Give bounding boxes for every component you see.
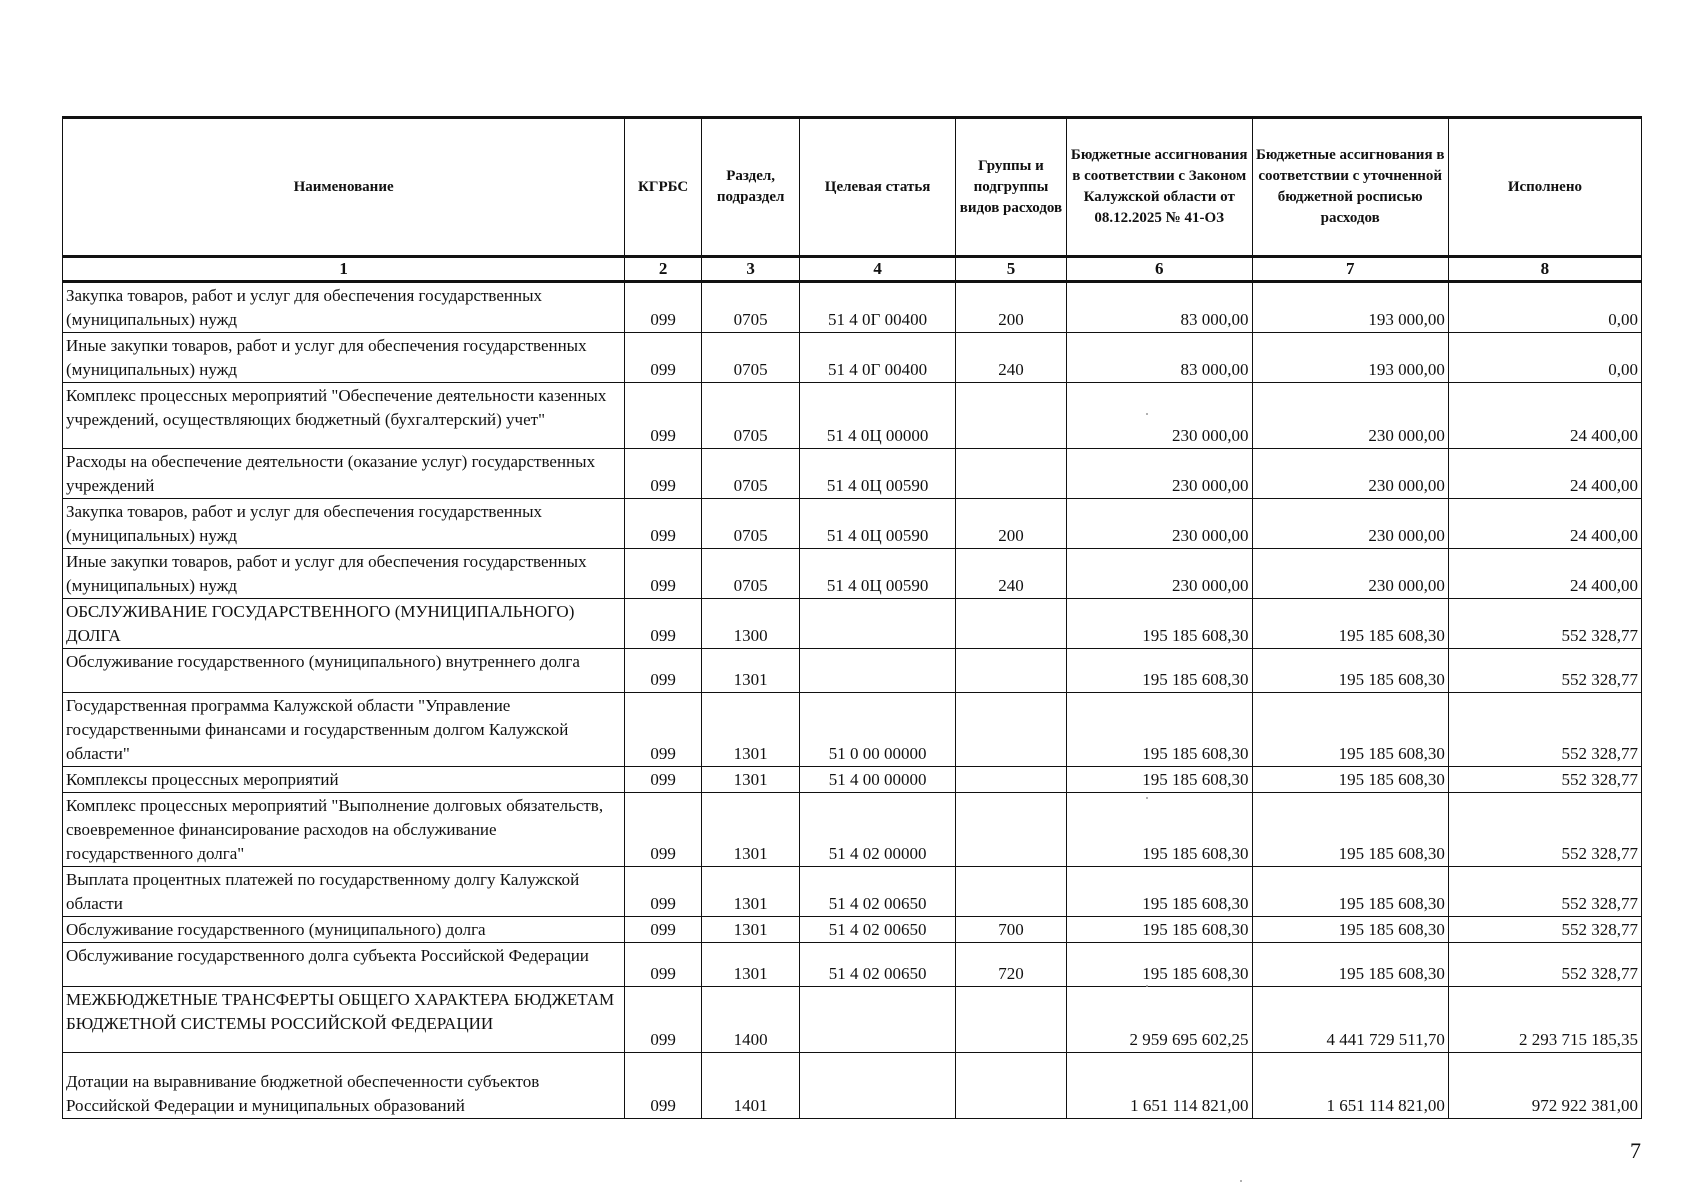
row-kgrbs: 099 xyxy=(625,987,702,1053)
row-kgrbs: 099 xyxy=(625,499,702,549)
row-name: Комплекс процессных мероприятий "Обеспечение деятельности казенных учреждений, осуществляющих бюджетный (бухгалтерский) учет" xyxy=(63,383,625,449)
row-kgrbs: 099 xyxy=(625,549,702,599)
row-kgrbs: 099 xyxy=(625,599,702,649)
scan-speck xyxy=(1240,1180,1242,1182)
row-section: 1301 xyxy=(702,693,800,767)
row-name: Закупка товаров, работ и услуг для обеспечения государственных (муниципальных) нужд xyxy=(63,282,625,333)
row-section: 0705 xyxy=(702,449,800,499)
header-name: Наименование xyxy=(63,118,625,257)
column-number: 4 xyxy=(800,257,956,282)
table-row xyxy=(63,282,1642,333)
row-section: 0705 xyxy=(702,282,800,333)
column-number: 1 xyxy=(63,257,625,282)
row-name: Иные закупки товаров, работ и услуг для обеспечения государственных (муниципальных) нужд xyxy=(63,333,625,383)
header-law-allocation: Бюджетные ассигнования в соответствии с Законом Калужской области от 08.12.2025 № 41-ОЗ xyxy=(1066,118,1252,257)
column-number: 2 xyxy=(625,257,702,282)
row-law-allocation: 195 185 608,30 xyxy=(1066,867,1252,917)
column-number: 8 xyxy=(1448,257,1641,282)
row-target-article: 51 0 00 00000 xyxy=(800,693,956,767)
row-kgrbs: 099 xyxy=(625,693,702,767)
scan-speck xyxy=(1146,797,1148,799)
row-target-article: 51 4 0Г 00400 xyxy=(800,333,956,383)
row-expense-group xyxy=(955,693,1066,767)
row-section: 0705 xyxy=(702,499,800,549)
row-kgrbs: 099 xyxy=(625,793,702,867)
row-executed: 552 328,77 xyxy=(1448,767,1641,793)
row-expense-group xyxy=(955,1053,1066,1119)
row-name: Обслуживание государственного долга субъекта Российской Федерации xyxy=(63,943,625,987)
row-law-allocation: 230 000,00 xyxy=(1066,549,1252,599)
table-row xyxy=(63,649,1642,693)
row-section: 0705 xyxy=(702,333,800,383)
row-target-article: 51 4 02 00650 xyxy=(800,917,956,943)
scan-speck xyxy=(1146,413,1148,415)
table-row xyxy=(63,767,1642,793)
row-refined-allocation: 195 185 608,30 xyxy=(1252,767,1448,793)
row-expense-group: 240 xyxy=(955,333,1066,383)
row-refined-allocation: 193 000,00 xyxy=(1252,282,1448,333)
row-law-allocation: 83 000,00 xyxy=(1066,333,1252,383)
scan-speck xyxy=(1146,985,1148,987)
budget-table-sheet xyxy=(62,116,1642,1119)
header-target-article: Целевая статья xyxy=(800,118,956,257)
row-name: ОБСЛУЖИВАНИЕ ГОСУДАРСТВЕННОГО (МУНИЦИПАЛЬНОГО) ДОЛГА xyxy=(63,599,625,649)
row-refined-allocation: 195 185 608,30 xyxy=(1252,693,1448,767)
row-name: Дотации на выравнивание бюджетной обеспеченности субъектов Российской Федерации и муниципальных образований xyxy=(63,1053,625,1119)
row-law-allocation: 195 185 608,30 xyxy=(1066,793,1252,867)
row-target-article xyxy=(800,599,956,649)
row-refined-allocation: 1 651 114 821,00 xyxy=(1252,1053,1448,1119)
row-executed: 552 328,77 xyxy=(1448,943,1641,987)
row-section: 1400 xyxy=(702,987,800,1053)
column-number: 3 xyxy=(702,257,800,282)
row-law-allocation: 1 651 114 821,00 xyxy=(1066,1053,1252,1119)
row-refined-allocation: 195 185 608,30 xyxy=(1252,793,1448,867)
table-row xyxy=(63,867,1642,917)
row-kgrbs: 099 xyxy=(625,943,702,987)
column-number: 5 xyxy=(955,257,1066,282)
row-refined-allocation: 230 000,00 xyxy=(1252,383,1448,449)
table-row xyxy=(63,449,1642,499)
row-target-article: 51 4 00 00000 xyxy=(800,767,956,793)
row-expense-group xyxy=(955,383,1066,449)
row-name: Иные закупки товаров, работ и услуг для обеспечения государственных (муниципальных) нужд xyxy=(63,549,625,599)
row-executed: 972 922 381,00 xyxy=(1448,1053,1641,1119)
row-executed: 552 328,77 xyxy=(1448,867,1641,917)
row-section: 1301 xyxy=(702,649,800,693)
row-section: 1301 xyxy=(702,793,800,867)
row-kgrbs: 099 xyxy=(625,649,702,693)
row-executed: 552 328,77 xyxy=(1448,693,1641,767)
row-executed: 24 400,00 xyxy=(1448,383,1641,449)
table-row xyxy=(63,599,1642,649)
row-name: Выплата процентных платежей по государственному долгу Калужской области xyxy=(63,867,625,917)
budget-table xyxy=(62,116,1642,1119)
row-law-allocation: 230 000,00 xyxy=(1066,499,1252,549)
row-name: Государственная программа Калужской области "Управление государственными финансами и государственным долгом Калужской области" xyxy=(63,693,625,767)
row-expense-group: 700 xyxy=(955,917,1066,943)
row-refined-allocation: 230 000,00 xyxy=(1252,549,1448,599)
row-executed: 24 400,00 xyxy=(1448,449,1641,499)
table-row xyxy=(63,499,1642,549)
row-target-article: 51 4 0Ц 00000 xyxy=(800,383,956,449)
row-section: 0705 xyxy=(702,549,800,599)
row-executed: 2 293 715 185,35 xyxy=(1448,987,1641,1053)
row-target-article xyxy=(800,1053,956,1119)
row-refined-allocation: 230 000,00 xyxy=(1252,449,1448,499)
header-refined-allocation: Бюджетные ассигнования в соответствии с уточненной бюджетной росписью расходов xyxy=(1252,118,1448,257)
column-number: 6 xyxy=(1066,257,1252,282)
row-law-allocation: 195 185 608,30 xyxy=(1066,649,1252,693)
row-expense-group: 720 xyxy=(955,943,1066,987)
row-executed: 24 400,00 xyxy=(1448,549,1641,599)
page-number: 7 xyxy=(1630,1138,1641,1163)
row-target-article: 51 4 02 00650 xyxy=(800,867,956,917)
row-section: 1401 xyxy=(702,1053,800,1119)
row-kgrbs: 099 xyxy=(625,449,702,499)
row-expense-group xyxy=(955,649,1066,693)
row-kgrbs: 099 xyxy=(625,867,702,917)
table-row xyxy=(63,1053,1642,1119)
row-law-allocation: 195 185 608,30 xyxy=(1066,599,1252,649)
row-refined-allocation: 4 441 729 511,70 xyxy=(1252,987,1448,1053)
row-kgrbs: 099 xyxy=(625,383,702,449)
row-name: Обслуживание государственного (муниципального) долга xyxy=(63,917,625,943)
table-row xyxy=(63,987,1642,1053)
row-section: 1301 xyxy=(702,767,800,793)
table-row xyxy=(63,793,1642,867)
row-expense-group xyxy=(955,987,1066,1053)
row-law-allocation: 230 000,00 xyxy=(1066,383,1252,449)
row-name: Обслуживание государственного (муниципального) внутреннего долга xyxy=(63,649,625,693)
row-executed: 0,00 xyxy=(1448,282,1641,333)
header-kgrbs: КГРБС xyxy=(625,118,702,257)
row-target-article: 51 4 0Ц 00590 xyxy=(800,499,956,549)
row-target-article: 51 4 0Г 00400 xyxy=(800,282,956,333)
header-row xyxy=(63,118,1642,257)
row-expense-group xyxy=(955,793,1066,867)
row-executed: 24 400,00 xyxy=(1448,499,1641,549)
row-refined-allocation: 230 000,00 xyxy=(1252,499,1448,549)
column-number: 7 xyxy=(1252,257,1448,282)
row-kgrbs: 099 xyxy=(625,1053,702,1119)
row-kgrbs: 099 xyxy=(625,282,702,333)
row-expense-group xyxy=(955,867,1066,917)
row-refined-allocation: 195 185 608,30 xyxy=(1252,649,1448,693)
table-row xyxy=(63,383,1642,449)
header-executed: Исполнено xyxy=(1448,118,1641,257)
row-section: 1301 xyxy=(702,867,800,917)
row-law-allocation: 230 000,00 xyxy=(1066,449,1252,499)
row-section: 0705 xyxy=(702,383,800,449)
table-row xyxy=(63,549,1642,599)
row-refined-allocation: 195 185 608,30 xyxy=(1252,943,1448,987)
row-target-article: 51 4 0Ц 00590 xyxy=(800,449,956,499)
row-target-article xyxy=(800,987,956,1053)
row-executed: 552 328,77 xyxy=(1448,917,1641,943)
row-law-allocation: 195 185 608,30 xyxy=(1066,693,1252,767)
row-expense-group xyxy=(955,599,1066,649)
row-refined-allocation: 195 185 608,30 xyxy=(1252,867,1448,917)
row-kgrbs: 099 xyxy=(625,917,702,943)
row-expense-group xyxy=(955,449,1066,499)
row-law-allocation: 195 185 608,30 xyxy=(1066,917,1252,943)
row-target-article xyxy=(800,649,956,693)
row-refined-allocation: 195 185 608,30 xyxy=(1252,599,1448,649)
row-expense-group xyxy=(955,767,1066,793)
row-expense-group: 200 xyxy=(955,499,1066,549)
row-section: 1300 xyxy=(702,599,800,649)
table-row xyxy=(63,333,1642,383)
header-expense-group: Группы и подгруппы видов расходов xyxy=(955,118,1066,257)
row-executed: 552 328,77 xyxy=(1448,649,1641,693)
row-refined-allocation: 195 185 608,30 xyxy=(1252,917,1448,943)
row-name: Расходы на обеспечение деятельности (оказание услуг) государственных учреждений xyxy=(63,449,625,499)
row-target-article: 51 4 02 00000 xyxy=(800,793,956,867)
row-executed: 552 328,77 xyxy=(1448,793,1641,867)
row-section: 1301 xyxy=(702,917,800,943)
row-expense-group: 240 xyxy=(955,549,1066,599)
row-executed: 0,00 xyxy=(1448,333,1641,383)
table-row xyxy=(63,693,1642,767)
row-name: Комплексы процессных мероприятий xyxy=(63,767,625,793)
header-section: Раздел, подраздел xyxy=(702,118,800,257)
row-law-allocation: 195 185 608,30 xyxy=(1066,943,1252,987)
column-number-row xyxy=(63,257,1642,282)
row-name: Закупка товаров, работ и услуг для обеспечения государственных (муниципальных) нужд xyxy=(63,499,625,549)
row-name: Комплекс процессных мероприятий "Выполнение долговых обязательств, своевременное финансирование расходов на обслуживание государственного долга" xyxy=(63,793,625,867)
row-kgrbs: 099 xyxy=(625,333,702,383)
row-law-allocation: 2 959 695 602,25 xyxy=(1066,987,1252,1053)
row-target-article: 51 4 0Ц 00590 xyxy=(800,549,956,599)
row-law-allocation: 83 000,00 xyxy=(1066,282,1252,333)
row-expense-group: 200 xyxy=(955,282,1066,333)
table-row xyxy=(63,943,1642,987)
row-kgrbs: 099 xyxy=(625,767,702,793)
row-executed: 552 328,77 xyxy=(1448,599,1641,649)
row-refined-allocation: 193 000,00 xyxy=(1252,333,1448,383)
row-law-allocation: 195 185 608,30 xyxy=(1066,767,1252,793)
table-row xyxy=(63,917,1642,943)
row-name: МЕЖБЮДЖЕТНЫЕ ТРАНСФЕРТЫ ОБЩЕГО ХАРАКТЕРА БЮДЖЕТАМ БЮДЖЕТНОЙ СИСТЕМЫ РОССИЙСКОЙ ФЕДЕРАЦИИ xyxy=(63,987,625,1053)
row-section: 1301 xyxy=(702,943,800,987)
row-target-article: 51 4 02 00650 xyxy=(800,943,956,987)
